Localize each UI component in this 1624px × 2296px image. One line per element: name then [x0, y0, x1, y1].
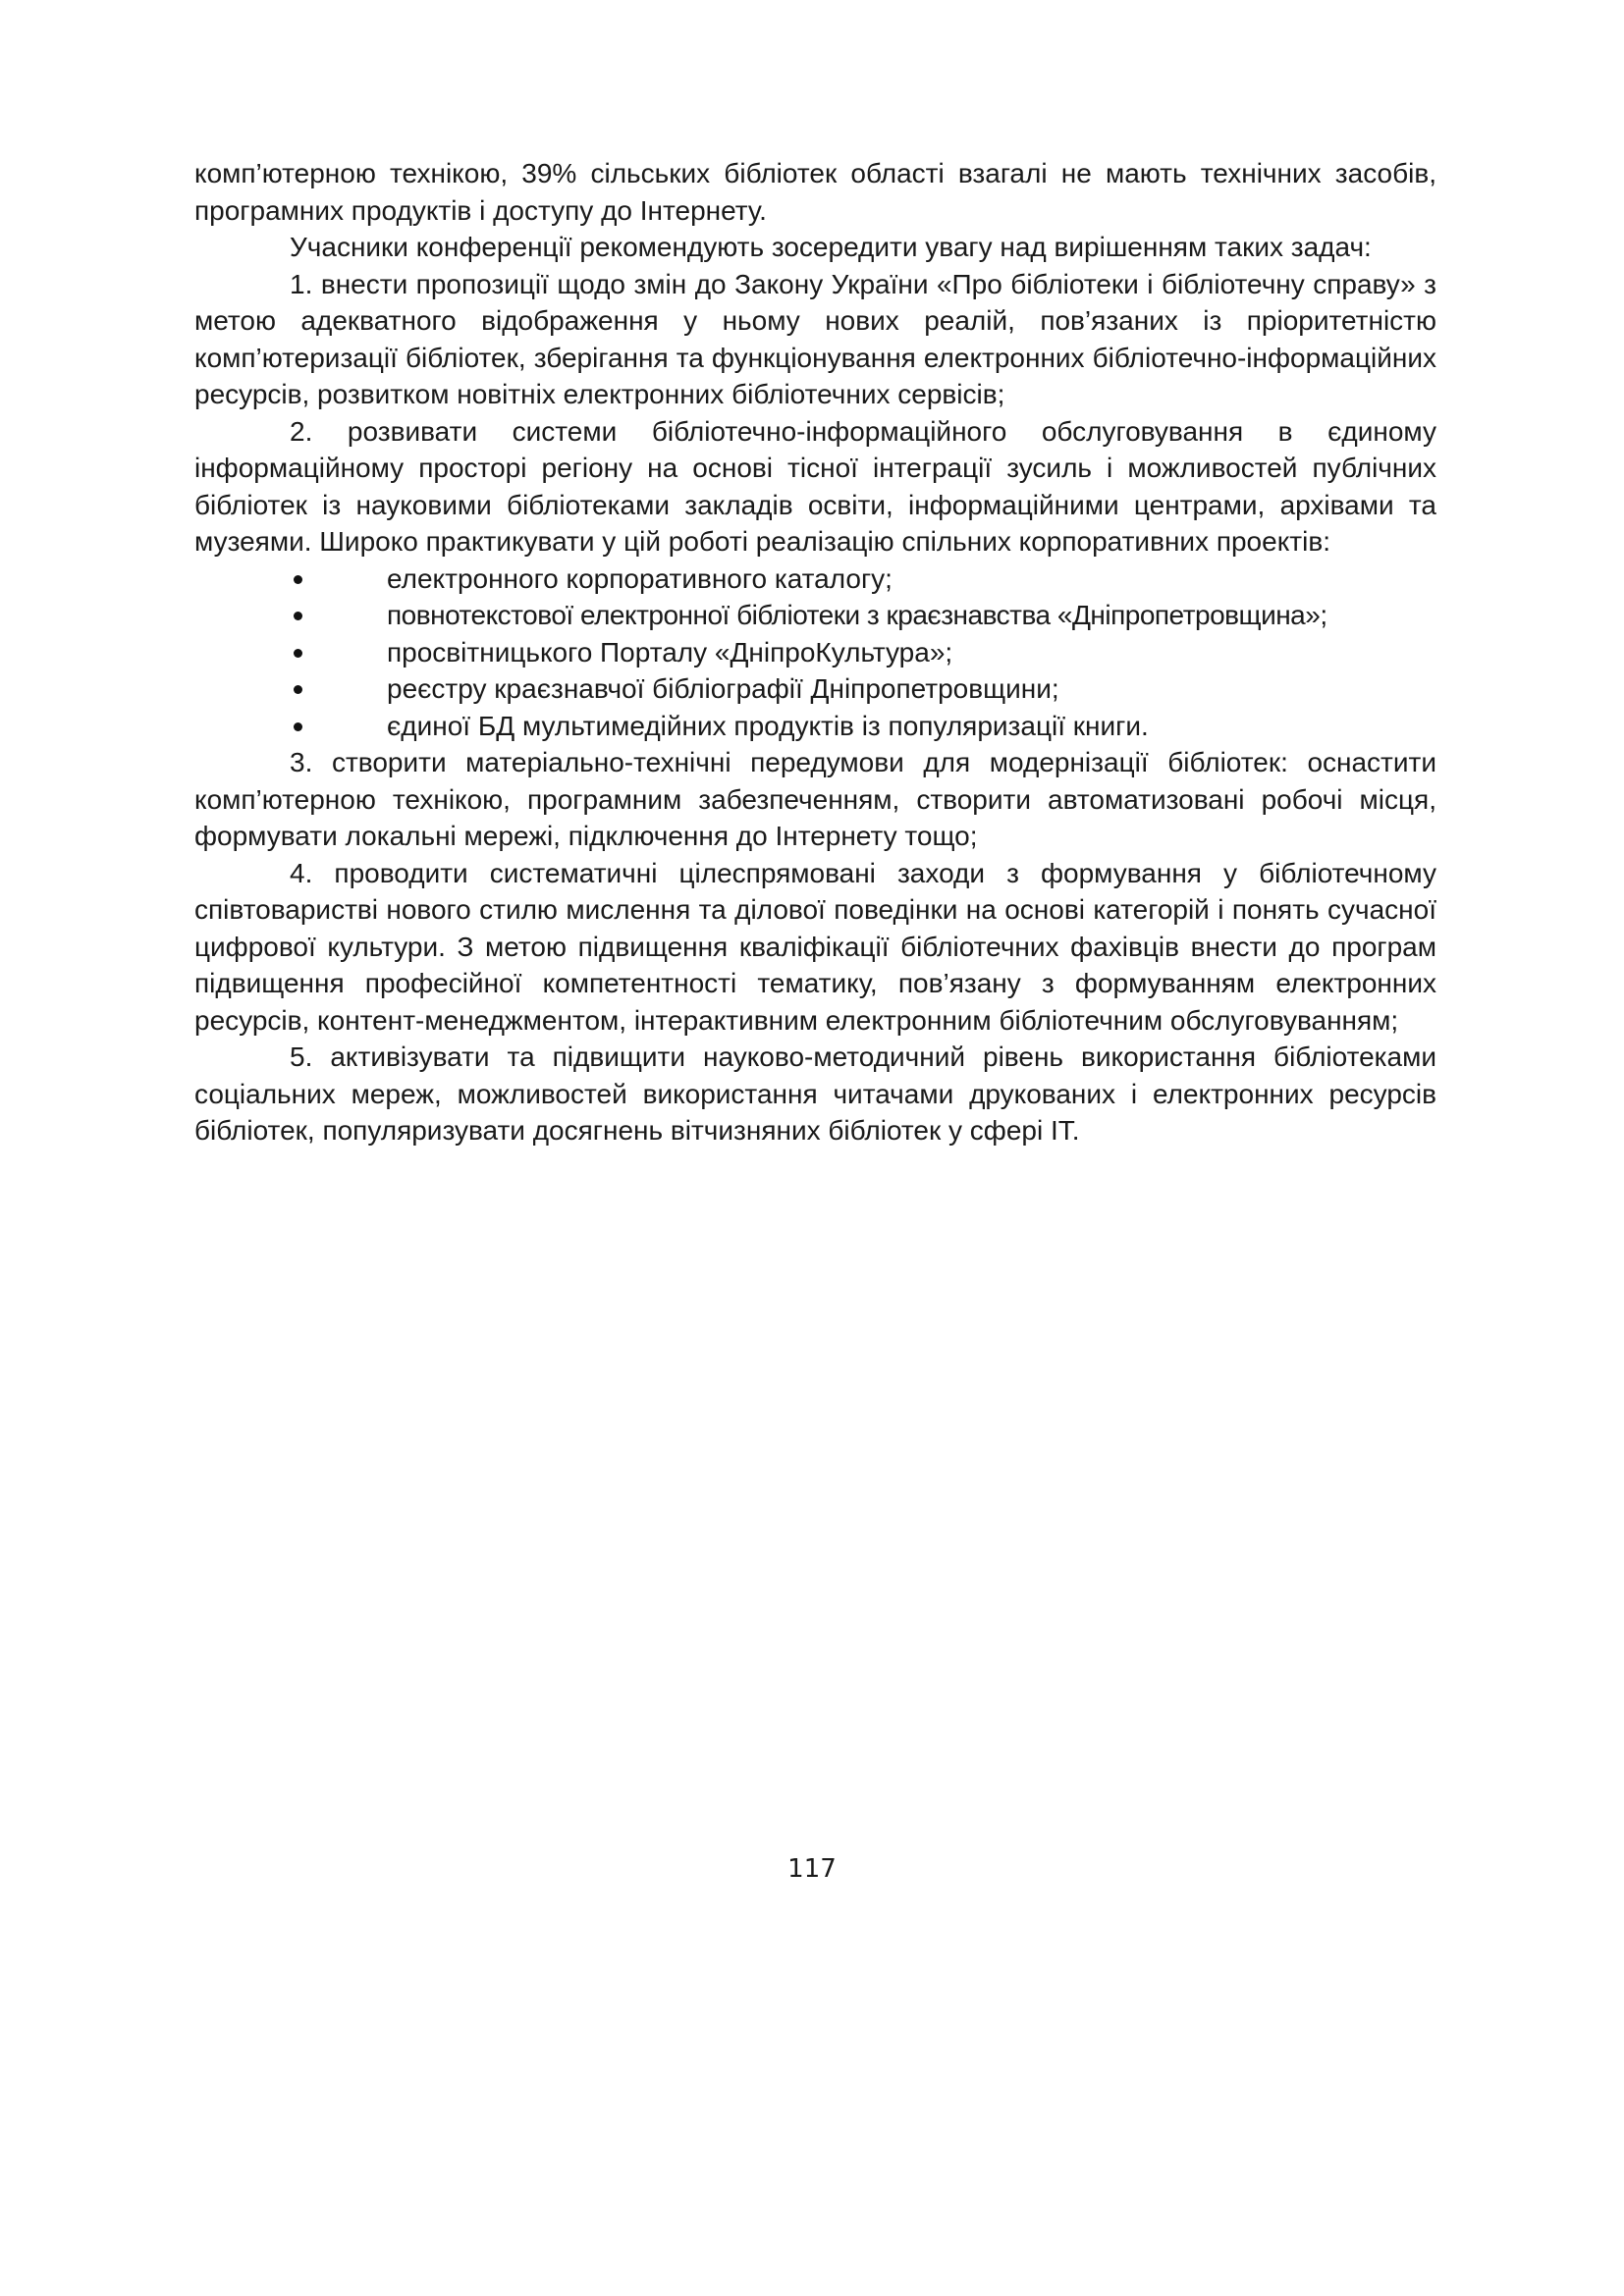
bullet-item: [194, 561, 1436, 598]
bullet-icon: [294, 575, 302, 584]
bullet-text: повнотекстової електронної бібліотеки з краєзнавства «Дніпропетровщина»;: [387, 600, 1327, 630]
bullet-icon: [294, 649, 302, 658]
bullet-icon: [294, 612, 302, 620]
document-body: [194, 155, 1436, 1149]
paragraph-recommendations: Учасники конференції рекомендують зосередити увагу над вирішенням таких задач:: [290, 232, 1372, 262]
recommendation-item-3: 3. створити матеріально-технічні передумови для модернізації бібліотек: оснастити комп’ютерною технікою, програмним забезпеченням, створити автоматизовані робочі місця, формувати локальні мережі, підключення до Інтернету тощо;: [194, 747, 1436, 851]
page-number: 117: [787, 1854, 837, 1884]
bullet-item: [194, 708, 1436, 745]
recommendation-item-5: 5. активізувати та підвищити науково-методичний рівень використання бібліотеками соціальних мереж, можливостей використання читачами друкованих і електронних ресурсів бібліотек, популяризувати досягнень вітчизняних бібліотек у сфері ІТ.: [194, 1041, 1436, 1146]
projects-bullet-list: [194, 561, 1436, 745]
bullet-item: [194, 634, 1436, 671]
recommendation-item-4: 4. проводити систематичні цілеспрямовані заходи з формування у бібліотечному співтоваристві нового стилю мислення та ділової поведінки на основі категорій і понять сучасної цифрової культури. З метою підвищення кваліфікації бібліотечних фахівців внести до програм підвищення професійної компетентності тематику, пов’язану з формуванням електронних ресурсів, контент-менеджментом, інтерактивним електронним бібліотечним обслуговуванням;: [194, 857, 1436, 1036]
bullet-text: реєстру краєзнавчої бібліографії Дніпропетровщини;: [387, 673, 1059, 704]
paragraph-intro: комп’ютерною технікою, 39% сільських бібліотек області взагалі не мають технічних засобів, програмних продуктів і доступу до Інтернету.: [194, 158, 1436, 226]
bullet-icon: [294, 685, 302, 694]
bullet-text: просвітницького Порталу «ДніпроКультура»;: [387, 636, 953, 667]
bullet-item: [194, 670, 1436, 708]
recommendation-item-2: 2. розвивати системи бібліотечно-інформаційного обслуговування в єдиному інформаційному просторі регіону на основі тісної інтеграції зусиль і можливостей публічних бібліотек із науковими бібліотеками закладів освіти, інформаційними центрами, архівами та музеями. Широко практикувати у цій роботі реалізацію спільних корпоративних проектів:: [194, 415, 1436, 557]
recommendation-item-1: 1. внести пропозиції щодо змін до Закону України «Про бібліотеки і бібліотечну справу» з метою адекватного відображення у ньому нових реалій, пов’язаних із пріоритетністю комп’ютеризації бібліотек, зберігання та функціонування електронних бібліотечно-інформаційних ресурсів, розвитком новітніх електронних бібліотечних сервісів;: [194, 268, 1436, 409]
bullet-text: єдиної БД мультимедійних продуктів із популяризації книги.: [387, 710, 1149, 741]
bullet-icon: [294, 722, 302, 731]
bullet-text: електронного корпоративного каталогу;: [387, 562, 893, 594]
bullet-item: [194, 597, 1436, 634]
